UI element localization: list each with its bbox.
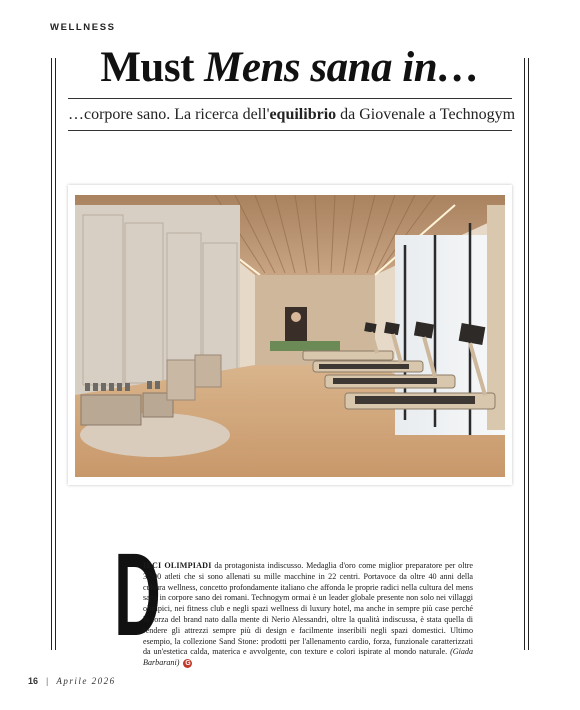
headline-rule-top — [68, 98, 512, 99]
right-column-rule-inner — [528, 58, 529, 650]
article-lead: IECI OLIMPIADI — [143, 561, 212, 570]
headline-part2: Mens sana in… — [204, 44, 480, 91]
headline — [70, 46, 510, 89]
subtitle-bold: equilibrio — [269, 106, 337, 123]
page-footer — [28, 676, 116, 686]
article-author: (Giada Barbarani) — [143, 647, 473, 668]
headline-rule-bottom — [68, 130, 512, 131]
gym-photo — [68, 185, 512, 485]
headline-part1: Must — [100, 44, 205, 91]
left-column-rule — [51, 58, 52, 650]
drop-cap: D — [114, 529, 161, 661]
subtitle-after: da Giovenale a Technogym — [336, 106, 516, 123]
subtitle-before: …corpore sano. La ricerca dell' — [68, 106, 270, 123]
article-body — [143, 561, 473, 669]
footer-separator: | — [46, 676, 49, 686]
issue-date: Aprile 2026 — [56, 676, 116, 686]
right-column-rule — [524, 58, 525, 650]
gym-interior-illustration — [75, 195, 505, 477]
subtitle — [68, 106, 516, 124]
section-label: WELLNESS — [50, 22, 116, 33]
article-text: da protagonista indiscusso. Medaglia d'oro come miglior preparatore per oltre 3.500 atleti che si sono allenati su mille macchine in 22 centri. Portavoce da oltre 40 anni della cultura wellness, concetto profondamente italiano che affonda le proprie radici nella cultura del mens sana in corpore sano dei romani. Technogym ormai è un leader globale presente non solo nei villaggi olimpici, nei fitness club e negli spazi wellness di luxury hotel, ma anche in sempre più case perché la forza del brand nato dalla mente di Nerio Alessandri, oltre la qualità indiscussa, è stata quella di rendere gli attrezzi sempre più di design e facilmente inseribili negli spazi domestici. Ultimo esempio, la collezione Sand Stone: prodotti per l'allenamento cardio, forza, funzionale caratterizzati da un'estetica calda, materica e avvolgente, con texture e colori ispirate al mondo naturale. — [143, 561, 473, 657]
magazine-logo-icon: G — [185, 659, 191, 667]
page-number: 16 — [28, 676, 39, 686]
left-column-rule-inner — [55, 58, 56, 650]
